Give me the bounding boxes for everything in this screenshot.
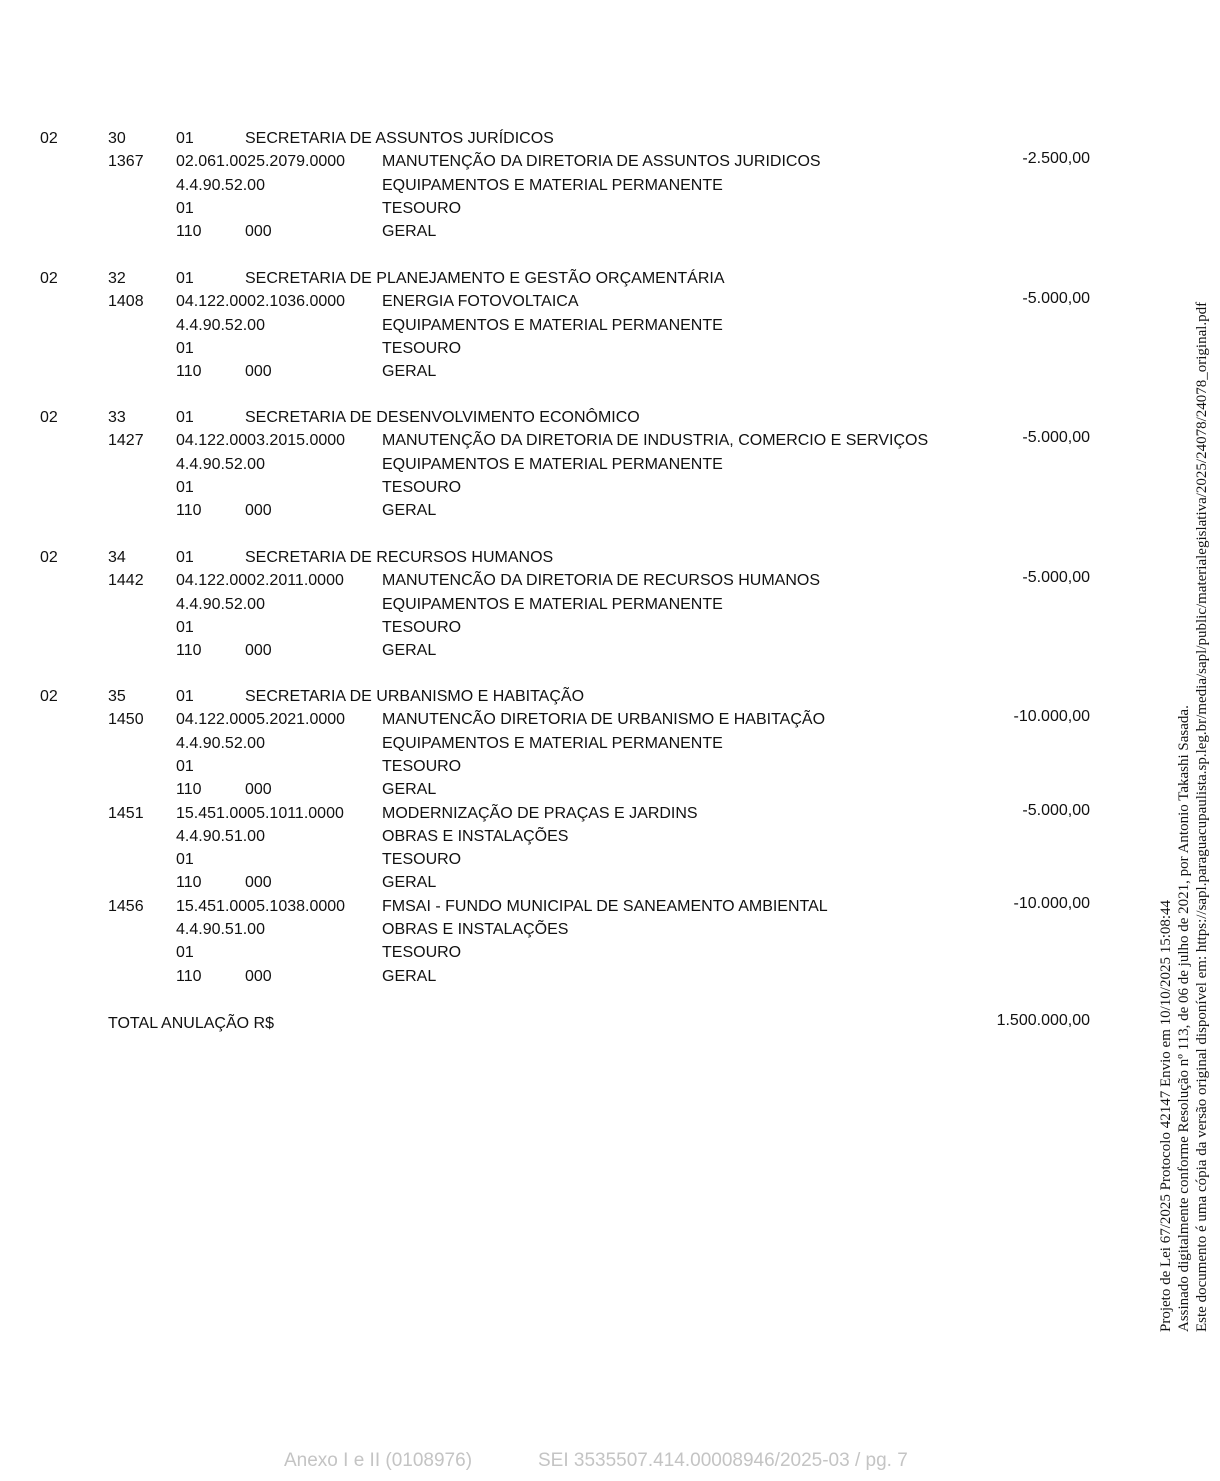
signature-side-note	[1157, 302, 1211, 1332]
entry-fund-code: 110	[176, 967, 202, 985]
entry-description: MANUTENÇÃO DA DIRETORIA DE INDUSTRIA, COMERCIO E SERVIÇOS	[382, 432, 929, 450]
section-code-b: 35	[108, 688, 126, 705]
entry-number: 1367	[108, 153, 144, 171]
entry-element-description: EQUIPAMENTOS E MATERIAL PERMANENTE	[382, 176, 723, 194]
entry-fund-code: 110	[176, 781, 202, 799]
entry-element-code: 4.4.90.52.00	[176, 734, 265, 752]
entry-fund-description: GERAL	[382, 781, 437, 799]
section-code-a: 02	[40, 688, 58, 705]
section-code-b: 33	[108, 409, 126, 426]
entry-element-code: 4.4.90.52.00	[176, 595, 265, 613]
entry-source-description: TESOURO	[382, 199, 462, 217]
entry-program-code: 15.451.0005.1038.0000	[176, 897, 346, 915]
total-value: 1.500.000,00	[996, 1012, 1090, 1029]
entry-element-code: 4.4.90.52.00	[176, 316, 265, 334]
entry-fund-description: GERAL	[382, 223, 437, 241]
entry-source-description: TESOURO	[382, 757, 462, 775]
footer-sei-reference: SEI 3535507.414.00008946/2025-03 / pg. 7	[538, 1450, 908, 1471]
total-label: TOTAL ANULAÇÃO R$	[108, 1015, 274, 1032]
section-title: SECRETARIA DE RECURSOS HUMANOS	[245, 549, 554, 566]
entry-amount: -5.000,00	[1022, 569, 1090, 587]
section-code-a: 02	[40, 549, 58, 566]
entry-fund-description: GERAL	[382, 874, 437, 892]
entry-source-description: TESOURO	[382, 618, 462, 636]
entry-fund-subcode: 000	[245, 363, 272, 381]
entry-fund-subcode: 000	[245, 642, 272, 660]
entry-fund-subcode: 000	[245, 502, 272, 520]
entry-source-description: TESOURO	[382, 478, 462, 496]
section-code-b: 34	[108, 549, 126, 566]
entry-description: MANUTENCÃO DIRETORIA DE URBANISMO E HABITAÇÃO	[382, 711, 826, 729]
entry-number: 1442	[108, 572, 144, 590]
section-title: SECRETARIA DE DESENVOLVIMENTO ECONÔMICO	[245, 409, 640, 426]
entry-fund-description: GERAL	[382, 967, 437, 985]
entry-source-description: TESOURO	[382, 944, 462, 962]
entry-number: 1456	[108, 897, 144, 915]
entry-fund-description: GERAL	[382, 363, 437, 381]
section-code-a: 02	[40, 409, 58, 426]
entry-description: FMSAI - FUNDO MUNICIPAL DE SANEAMENTO AMBIENTAL	[382, 897, 828, 915]
entry-source-code: 01	[176, 339, 194, 357]
entry-amount: -5.000,00	[1022, 801, 1090, 819]
entry-element-description: OBRAS E INSTALAÇÕES	[382, 921, 569, 938]
entry-element-description: EQUIPAMENTOS E MATERIAL PERMANENTE	[382, 595, 723, 613]
side-note-line-3: Este documento é uma cópia da versão original disponível em: https://sapl.paraguacupaulista.sp.leg.br/media/sapl/public/materialegislativa/2025/24078/24078_original.pdf	[1194, 301, 1210, 1332]
entry-fund-code: 110	[176, 363, 202, 381]
entry-number: 1408	[108, 293, 144, 311]
section-code-c: 01	[176, 688, 194, 705]
section-title: SECRETARIA DE ASSUNTOS JURÍDICOS	[245, 130, 554, 147]
section-code-b: 30	[108, 130, 126, 147]
entry-element-code: 4.4.90.52.00	[176, 176, 265, 194]
section-code-c: 01	[176, 549, 194, 566]
entry-program-code: 04.122.0003.2015.0000	[176, 432, 346, 450]
entry-fund-code: 110	[176, 502, 202, 520]
entry-source-description: TESOURO	[382, 339, 462, 357]
entry-amount: -10.000,00	[1013, 894, 1090, 912]
entry-source-code: 01	[176, 757, 194, 775]
entry-description: MODERNIZAÇÃO DE PRAÇAS E JARDINS	[382, 804, 698, 822]
entry-element-description: EQUIPAMENTOS E MATERIAL PERMANENTE	[382, 455, 723, 473]
entry-fund-subcode: 000	[245, 781, 272, 799]
entry-element-description: EQUIPAMENTOS E MATERIAL PERMANENTE	[382, 734, 723, 752]
entry-number: 1451	[108, 804, 144, 822]
section-title: SECRETARIA DE PLANEJAMENTO E GESTÃO ORÇAMENTÁRIA	[245, 270, 725, 287]
section-code-c: 01	[176, 409, 194, 426]
entry-source-code: 01	[176, 199, 194, 217]
section-code-a: 02	[40, 130, 58, 147]
entry-element-code: 4.4.90.52.00	[176, 455, 265, 473]
entry-description: MANUTENÇÃO DA DIRETORIA DE ASSUNTOS JURIDICOS	[382, 153, 821, 171]
entry-source-code: 01	[176, 478, 194, 496]
section-code-c: 01	[176, 130, 194, 147]
entry-description: MANUTENCÃO DA DIRETORIA DE RECURSOS HUMANOS	[382, 572, 820, 590]
entry-program-code: 04.122.0002.2011.0000	[176, 572, 344, 590]
footer-annex-label: Anexo I e II (0108976)	[284, 1450, 473, 1471]
entry-program-code: 02.061.0025.2079.0000	[176, 153, 346, 171]
entry-number: 1450	[108, 711, 144, 729]
section-title: SECRETARIA DE URBANISMO E HABITAÇÃO	[245, 688, 585, 705]
entry-amount: -5.000,00	[1022, 290, 1090, 308]
section-code-b: 32	[108, 270, 126, 287]
entry-fund-code: 110	[176, 642, 202, 660]
entry-description: ENERGIA FOTOVOLTAICA	[382, 293, 579, 311]
entry-source-code: 01	[176, 851, 194, 869]
entry-amount: -5.000,00	[1022, 429, 1090, 447]
entry-element-description: OBRAS E INSTALAÇÕES	[382, 827, 569, 845]
entry-element-description: EQUIPAMENTOS E MATERIAL PERMANENTE	[382, 316, 723, 334]
entry-fund-description: GERAL	[382, 642, 437, 660]
entry-fund-subcode: 000	[245, 874, 272, 892]
entry-number: 1427	[108, 432, 144, 450]
entry-program-code: 15.451.0005.1011.0000	[176, 804, 344, 822]
entry-fund-subcode: 000	[245, 967, 272, 985]
section-code-c: 01	[176, 270, 194, 287]
entry-amount: -2.500,00	[1022, 150, 1090, 168]
entry-fund-subcode: 000	[245, 223, 272, 241]
entry-fund-code: 110	[176, 874, 202, 892]
side-note-line-2: Assinado digitalmente conforme Resolução nº 113, de 06 de julho de 2021, por Antonio Takashi Sasada.	[1176, 705, 1192, 1332]
entry-source-code: 01	[176, 944, 194, 962]
entry-element-code: 4.4.90.51.00	[176, 827, 265, 845]
entry-fund-code: 110	[176, 223, 202, 241]
side-note-line-1: Projeto de Lei 67/2025 Protocolo 42147 Envio em 10/10/2025 15:08:44	[1158, 899, 1174, 1332]
entry-program-code: 04.122.0005.2021.0000	[176, 711, 346, 729]
section-code-a: 02	[40, 270, 58, 287]
entry-source-description: TESOURO	[382, 851, 462, 869]
entry-fund-description: GERAL	[382, 502, 437, 520]
entry-source-code: 01	[176, 618, 194, 636]
entry-amount: -10.000,00	[1013, 708, 1090, 726]
entry-element-code: 4.4.90.51.00	[176, 921, 265, 938]
entry-program-code: 04.122.0002.1036.0000	[176, 293, 346, 311]
